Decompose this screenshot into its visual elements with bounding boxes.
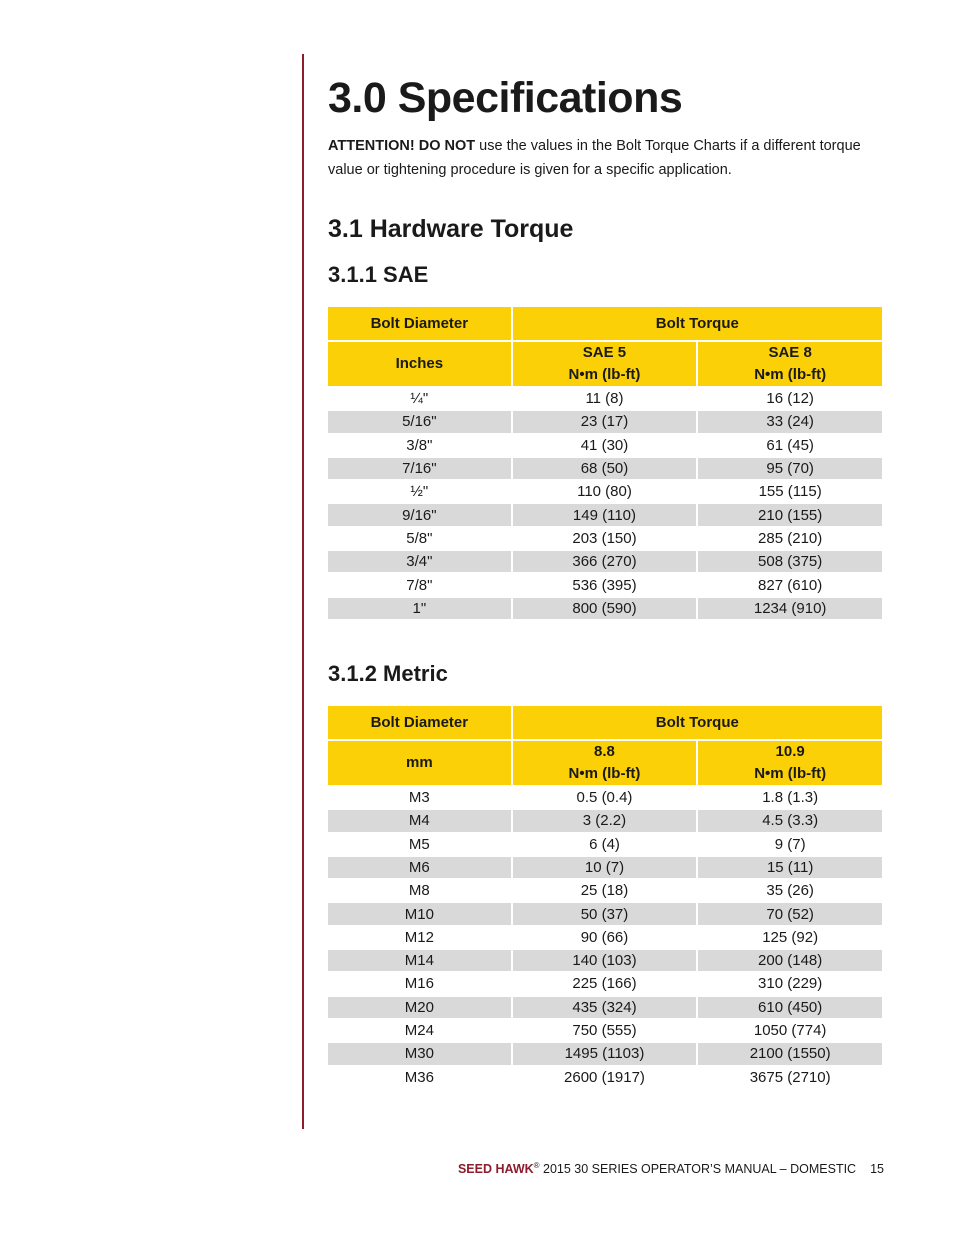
table-row xyxy=(328,551,882,572)
sae-table-body xyxy=(328,388,882,619)
table-row xyxy=(328,857,882,878)
torque-value-cell: 610 (450) xyxy=(698,997,882,1018)
table-row xyxy=(328,973,882,994)
metric-table-body xyxy=(328,787,882,1088)
table-row xyxy=(328,1067,882,1088)
table-row xyxy=(328,388,882,409)
torque-value-cell: 10 (7) xyxy=(513,857,697,878)
torque-value-cell: 41 (30) xyxy=(580,436,629,454)
table-row xyxy=(328,528,882,549)
page-footer xyxy=(458,1161,884,1176)
table-row xyxy=(328,997,882,1018)
torque-value-cell: 800 (590) xyxy=(513,598,697,619)
torque-value-cell: 16 (12) xyxy=(766,390,814,408)
section-heading: 3.1 Hardware Torque xyxy=(328,215,574,243)
torque-value-cell: 827 (610) xyxy=(758,576,823,594)
attention-note xyxy=(328,134,884,182)
torque-value-cell: 3 (2.2) xyxy=(513,810,697,831)
bolt-size-cell: M14 xyxy=(328,950,511,971)
torque-value-cell: 1234 (910) xyxy=(698,598,882,619)
bolt-size-cell: 7/8" xyxy=(406,576,433,594)
attention-label: ATTENTION! DO NOT xyxy=(328,138,476,154)
table-row xyxy=(328,411,882,432)
margin-rule xyxy=(302,54,304,1129)
bolt-size-cell: M4 xyxy=(328,810,511,831)
torque-value-cell: 1.8 (1.3) xyxy=(762,789,819,807)
metric-unit-label: mm xyxy=(328,741,511,785)
bolt-size-cell: M12 xyxy=(404,928,434,946)
metric-grade-8-8-unit: N•m (lb-ft) xyxy=(568,764,641,782)
torque-value-cell: 2100 (1550) xyxy=(698,1043,882,1064)
metric-heading: 3.1.2 Metric xyxy=(328,660,448,686)
sae-grade-5-label: SAE 5 xyxy=(582,344,627,361)
torque-value-cell: 70 (52) xyxy=(698,903,882,924)
bolt-size-cell: 3/4" xyxy=(328,551,511,572)
torque-value-cell: 23 (17) xyxy=(513,411,697,432)
torque-value-cell: 110 (80) xyxy=(577,483,632,501)
metric-torque-table xyxy=(326,704,884,1090)
metric-grade-10-9-label: 10.9 xyxy=(775,742,805,760)
bolt-size-cell: M3 xyxy=(408,789,430,807)
table-row xyxy=(328,598,882,619)
bolt-size-cell: 9/16" xyxy=(328,504,511,525)
bolt-size-cell: 1" xyxy=(328,598,511,619)
metric-grade-10-9-unit: N•m (lb-ft) xyxy=(754,764,827,782)
table-row xyxy=(328,481,882,502)
page-number: 15 xyxy=(870,1162,884,1177)
metric-header-torque: Bolt Torque xyxy=(513,706,882,739)
torque-value-cell: 90 (66) xyxy=(580,928,629,946)
metric-grade-8-8-label: 8.8 xyxy=(594,742,615,760)
torque-value-cell: 155 (115) xyxy=(758,483,822,501)
table-row xyxy=(328,903,882,924)
torque-value-cell: 4.5 (3.3) xyxy=(698,810,882,831)
metric-grade-8-8-header xyxy=(513,741,697,785)
torque-value-cell: 435 (324) xyxy=(513,997,697,1018)
table-row xyxy=(328,1043,882,1064)
bolt-size-cell: M24 xyxy=(404,1022,434,1040)
sae-header-torque: Bolt Torque xyxy=(513,307,882,340)
table-row xyxy=(328,1020,882,1041)
bolt-size-cell: M6 xyxy=(328,857,511,878)
torque-value-cell: 9 (7) xyxy=(774,835,806,853)
sae-grade-8-unit: N•m (lb-ft) xyxy=(754,366,827,383)
table-row xyxy=(328,810,882,831)
table-row xyxy=(328,834,882,855)
torque-value-cell: 2600 (1917) xyxy=(564,1068,645,1086)
bolt-size-cell: ½" xyxy=(410,483,429,501)
torque-value-cell: 95 (70) xyxy=(698,458,882,479)
metric-grade-10-9-header xyxy=(698,741,882,785)
footer-brand: SEED HAWK xyxy=(457,1162,534,1177)
page-content xyxy=(328,70,884,1090)
bolt-size-cell: M36 xyxy=(404,1068,434,1086)
torque-value-cell: 33 (24) xyxy=(698,411,882,432)
table-row xyxy=(328,574,882,595)
bolt-size-cell: M5 xyxy=(408,835,430,853)
page-title: 3.0 Specifications xyxy=(328,74,683,122)
table-row xyxy=(328,880,882,901)
table-row xyxy=(328,787,882,808)
torque-value-cell: 61 (45) xyxy=(766,436,814,454)
sae-grade-5-header xyxy=(513,342,697,386)
table-row xyxy=(328,504,882,525)
torque-value-cell: 200 (148) xyxy=(698,950,882,971)
bolt-size-cell: M16 xyxy=(404,975,434,993)
torque-value-cell: 1050 (774) xyxy=(753,1022,827,1040)
torque-value-cell: 210 (155) xyxy=(698,504,882,525)
torque-value-cell: 508 (375) xyxy=(698,551,882,572)
torque-value-cell: 310 (229) xyxy=(758,975,823,993)
sae-grade-8-label: SAE 8 xyxy=(768,344,812,361)
torque-value-cell: 285 (210) xyxy=(758,529,823,547)
torque-value-cell: 35 (26) xyxy=(766,882,814,900)
torque-value-cell: 15 (11) xyxy=(698,857,882,878)
sae-torque-table xyxy=(326,305,884,621)
bolt-size-cell: 3/8" xyxy=(406,436,433,454)
torque-value-cell: 366 (270) xyxy=(513,551,697,572)
table-row xyxy=(328,950,882,971)
torque-value-cell: 25 (18) xyxy=(580,882,629,900)
bolt-size-cell: 7/16" xyxy=(328,458,511,479)
sae-grade-5-unit: N•m (lb-ft) xyxy=(568,366,641,383)
torque-value-cell: 1495 (1103) xyxy=(513,1043,697,1064)
torque-value-cell: 3675 (2710) xyxy=(749,1068,831,1086)
sae-header-diameter: Bolt Diameter xyxy=(328,307,511,340)
sae-grade-8-header xyxy=(698,342,882,386)
torque-value-cell: 536 (395) xyxy=(572,576,637,594)
torque-value-cell: 6 (4) xyxy=(589,835,620,853)
bolt-size-cell: M20 xyxy=(328,997,511,1018)
table-row xyxy=(328,435,882,456)
bolt-size-cell: M8 xyxy=(408,882,430,900)
footer-registered-mark: ® xyxy=(533,1161,540,1170)
bolt-size-cell: M30 xyxy=(328,1043,511,1064)
torque-value-cell: 149 (110) xyxy=(513,504,697,525)
torque-value-cell: 50 (37) xyxy=(513,903,697,924)
bolt-size-cell: M10 xyxy=(328,903,511,924)
table-row xyxy=(328,927,882,948)
torque-value-cell: 68 (50) xyxy=(513,458,697,479)
torque-value-cell: 125 (92) xyxy=(762,928,819,946)
attention-text: use the values in the Bolt Torque Charts if a different torque value or tightening procedure is given for a specific application. xyxy=(328,138,861,178)
sae-unit-label: Inches xyxy=(328,342,511,386)
table-row xyxy=(328,458,882,479)
metric-header-diameter: Bolt Diameter xyxy=(328,706,511,739)
bolt-size-cell: 5/8" xyxy=(406,529,433,547)
sae-heading: 3.1.1 SAE xyxy=(328,262,429,287)
torque-value-cell: 11 (8) xyxy=(585,390,624,408)
torque-value-cell: 225 (166) xyxy=(572,975,637,993)
bolt-size-cell: 5/16" xyxy=(328,411,511,432)
footer-manual-title: 2015 30 SERIES OPERATOR’S MANUAL – DOMESTIC xyxy=(539,1162,857,1177)
torque-value-cell: 750 (555) xyxy=(572,1022,637,1040)
torque-value-cell: 0.5 (0.4) xyxy=(576,789,633,807)
torque-value-cell: 140 (103) xyxy=(513,950,697,971)
bolt-size-cell: ¼" xyxy=(410,390,429,408)
torque-value-cell: 203 (150) xyxy=(572,529,637,547)
